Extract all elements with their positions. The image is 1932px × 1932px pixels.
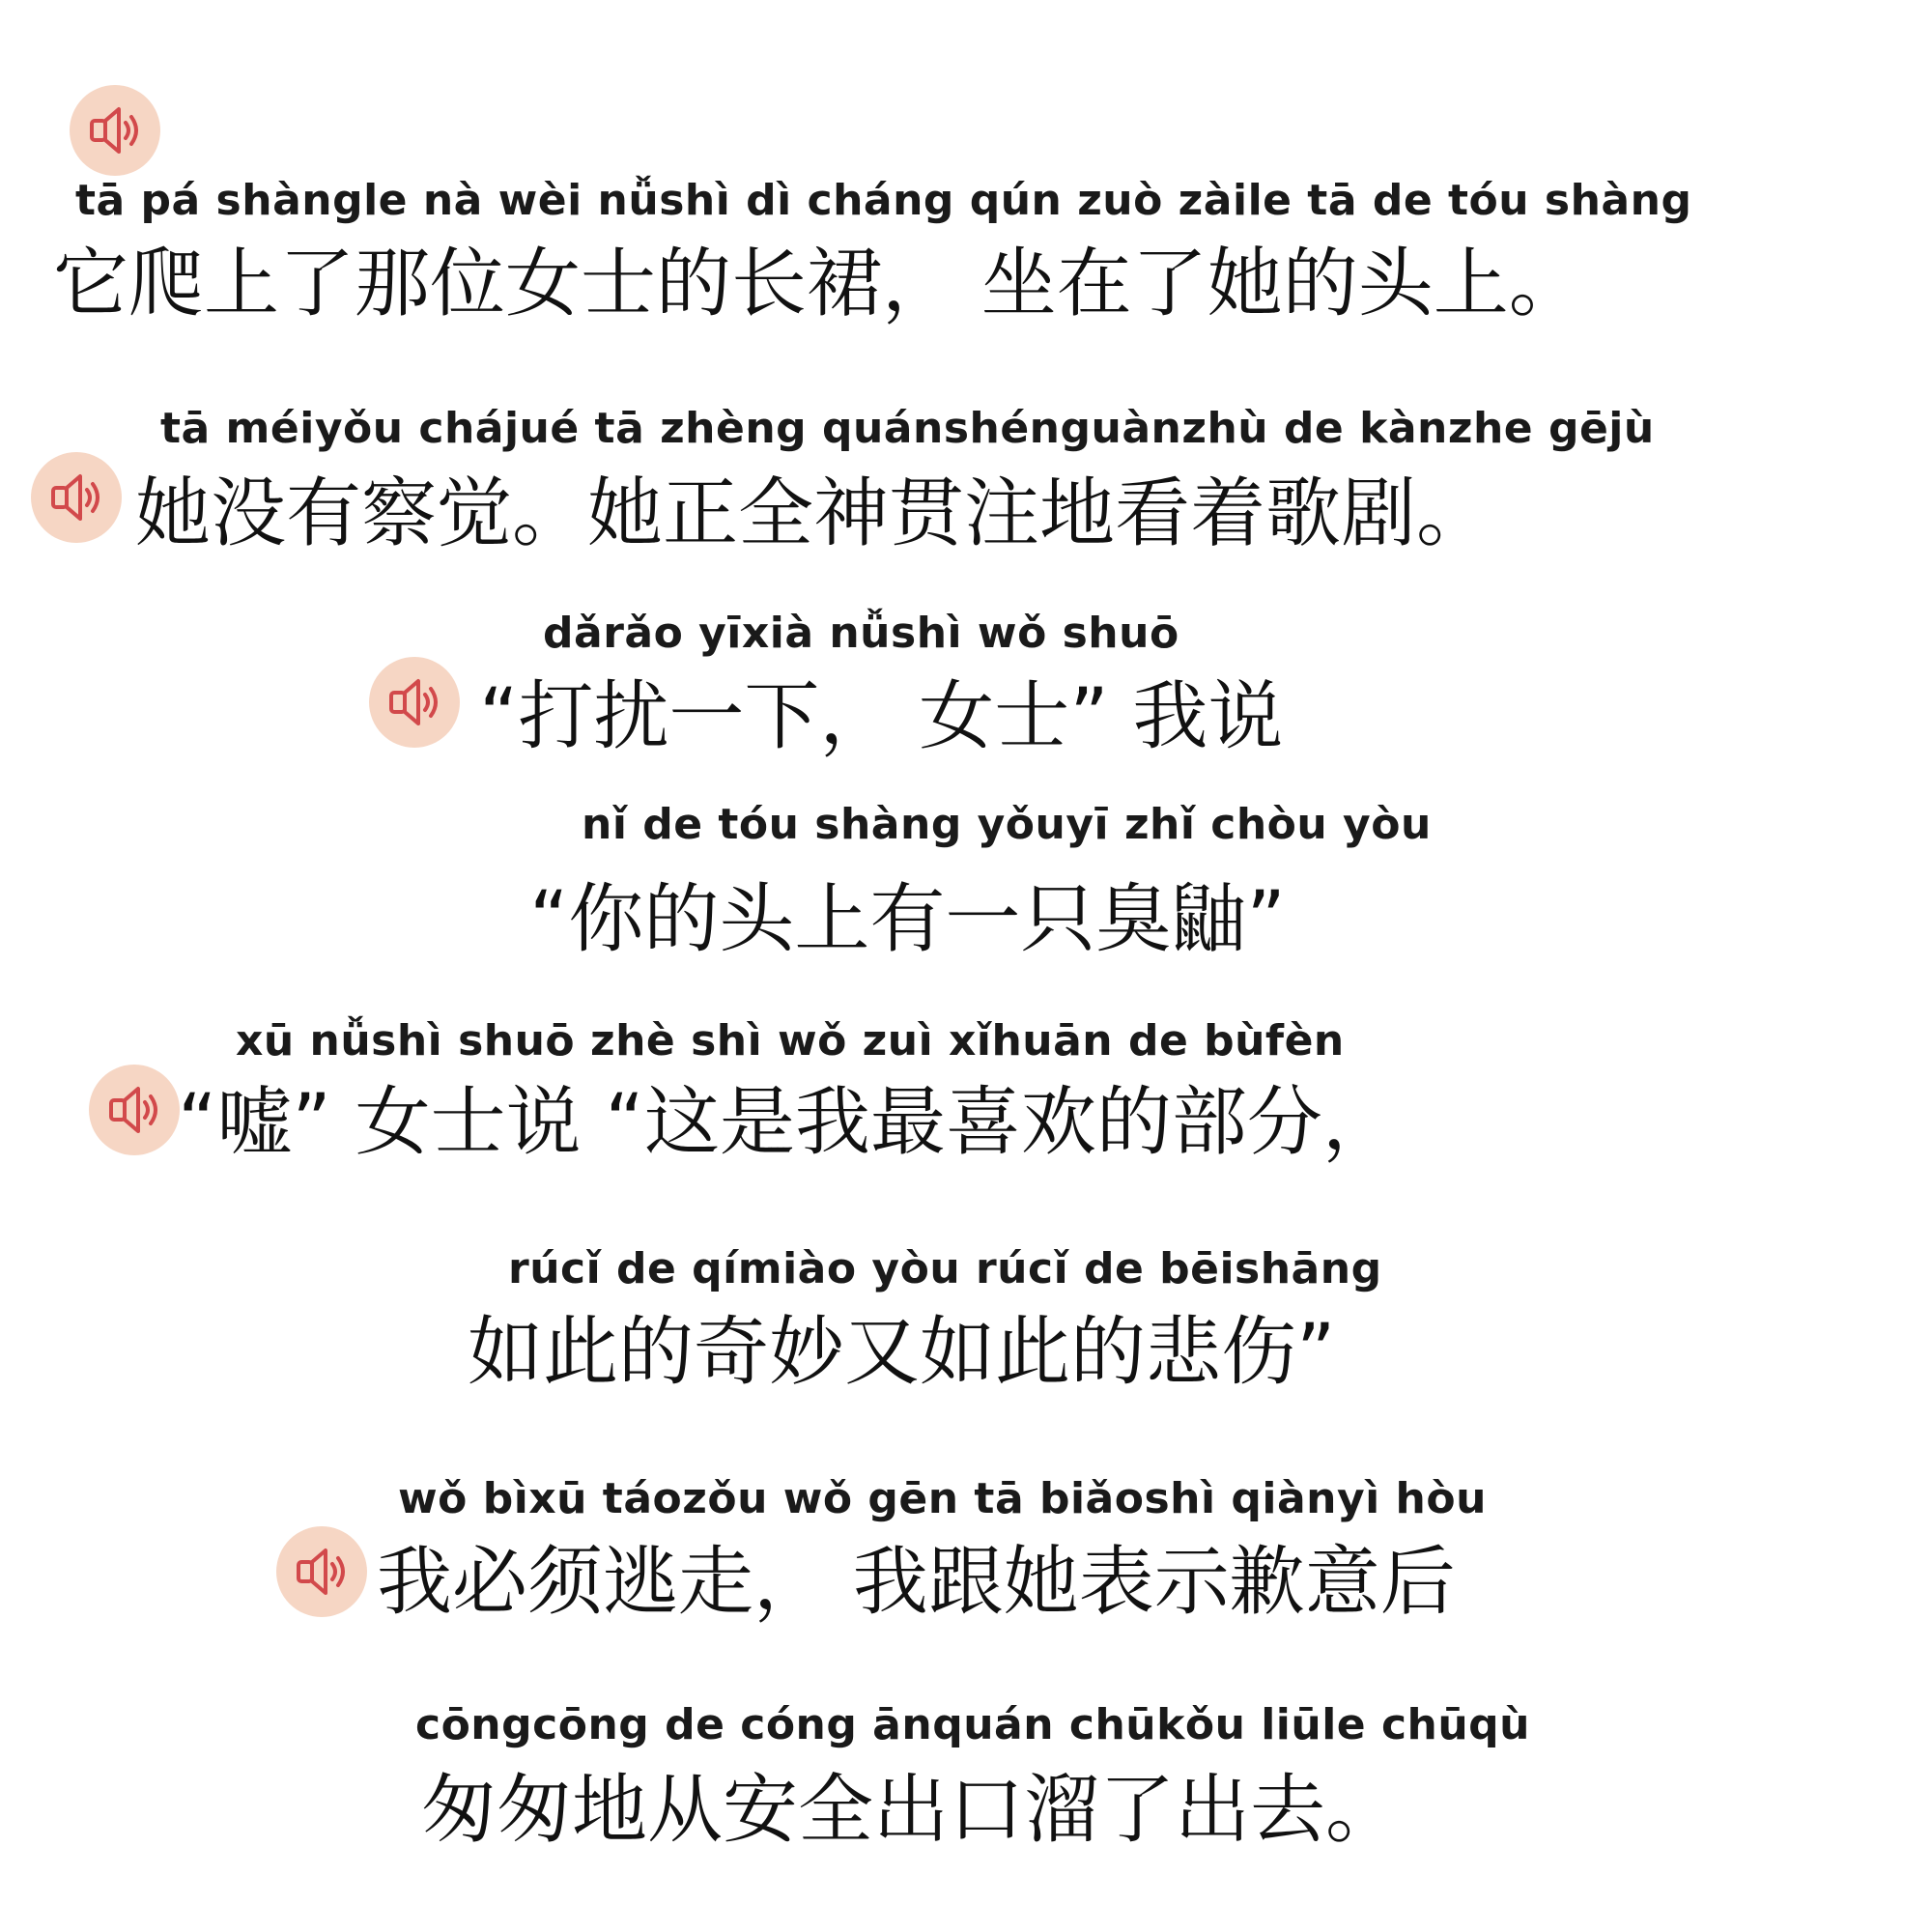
pinyin-line-4: nǐ de tóu shàng yǒuyī zhǐ chòu yòu (582, 800, 1432, 849)
audio-button-2[interactable] (31, 452, 122, 543)
pinyin-line-5: xū nǚshì shuō zhè shì wǒ zuì xǐhuān de bùfèn (236, 1016, 1345, 1065)
chinese-line-4: “你的头上有一只臭鼬” (529, 876, 1286, 963)
speaker-icon (105, 1081, 163, 1139)
pinyin-line-3: dǎrǎo yīxià nǚshì wǒ shuō (543, 609, 1179, 658)
audio-button-7[interactable] (276, 1526, 367, 1617)
pinyin-line-6: rúcǐ de qímiào yòu rúcǐ de bēishāng (508, 1244, 1382, 1293)
speaker-icon (47, 469, 105, 526)
speaker-icon (293, 1543, 351, 1601)
chinese-line-3: “打扰一下， 女士” 我说 (479, 673, 1284, 760)
audio-button-5[interactable] (89, 1065, 180, 1155)
pinyin-line-7: wǒ bìxū táozǒu wǒ gēn tā biǎoshì qiànyì hòu (398, 1474, 1487, 1523)
audio-button-3[interactable] (369, 657, 460, 748)
chinese-line-2: 她没有察觉。她正全神贯注地看着歌剧。 (135, 470, 1492, 557)
chinese-line-5: “嘘” 女士说 “这是我最喜欢的部分， (178, 1079, 1398, 1166)
speaker-icon (86, 101, 144, 159)
chinese-line-6: 如此的奇妙又如此的悲伤” (468, 1309, 1336, 1396)
chinese-line-1: 它爬上了那位女士的长裙， 坐在了她的头上。 (53, 241, 1584, 327)
pinyin-line-2: tā méiyǒu chájué tā zhèng quánshénguànzhù de kànzhe gējù (160, 404, 1655, 453)
pinyin-line-1: tā pá shàngle nà wèi nǚshì dì cháng qún zuò zàile tā de tóu shàng (75, 176, 1692, 225)
chinese-line-7: 我必须逃走， 我跟她表示歉意后 (377, 1539, 1456, 1626)
pinyin-line-8: cōngcōng de cóng ānquán chūkǒu liūle chūqù (415, 1700, 1530, 1749)
audio-button-1[interactable] (70, 85, 160, 176)
speaker-icon (385, 673, 443, 731)
chinese-line-8: 匆匆地从安全出口溜了出去。 (421, 1767, 1402, 1854)
